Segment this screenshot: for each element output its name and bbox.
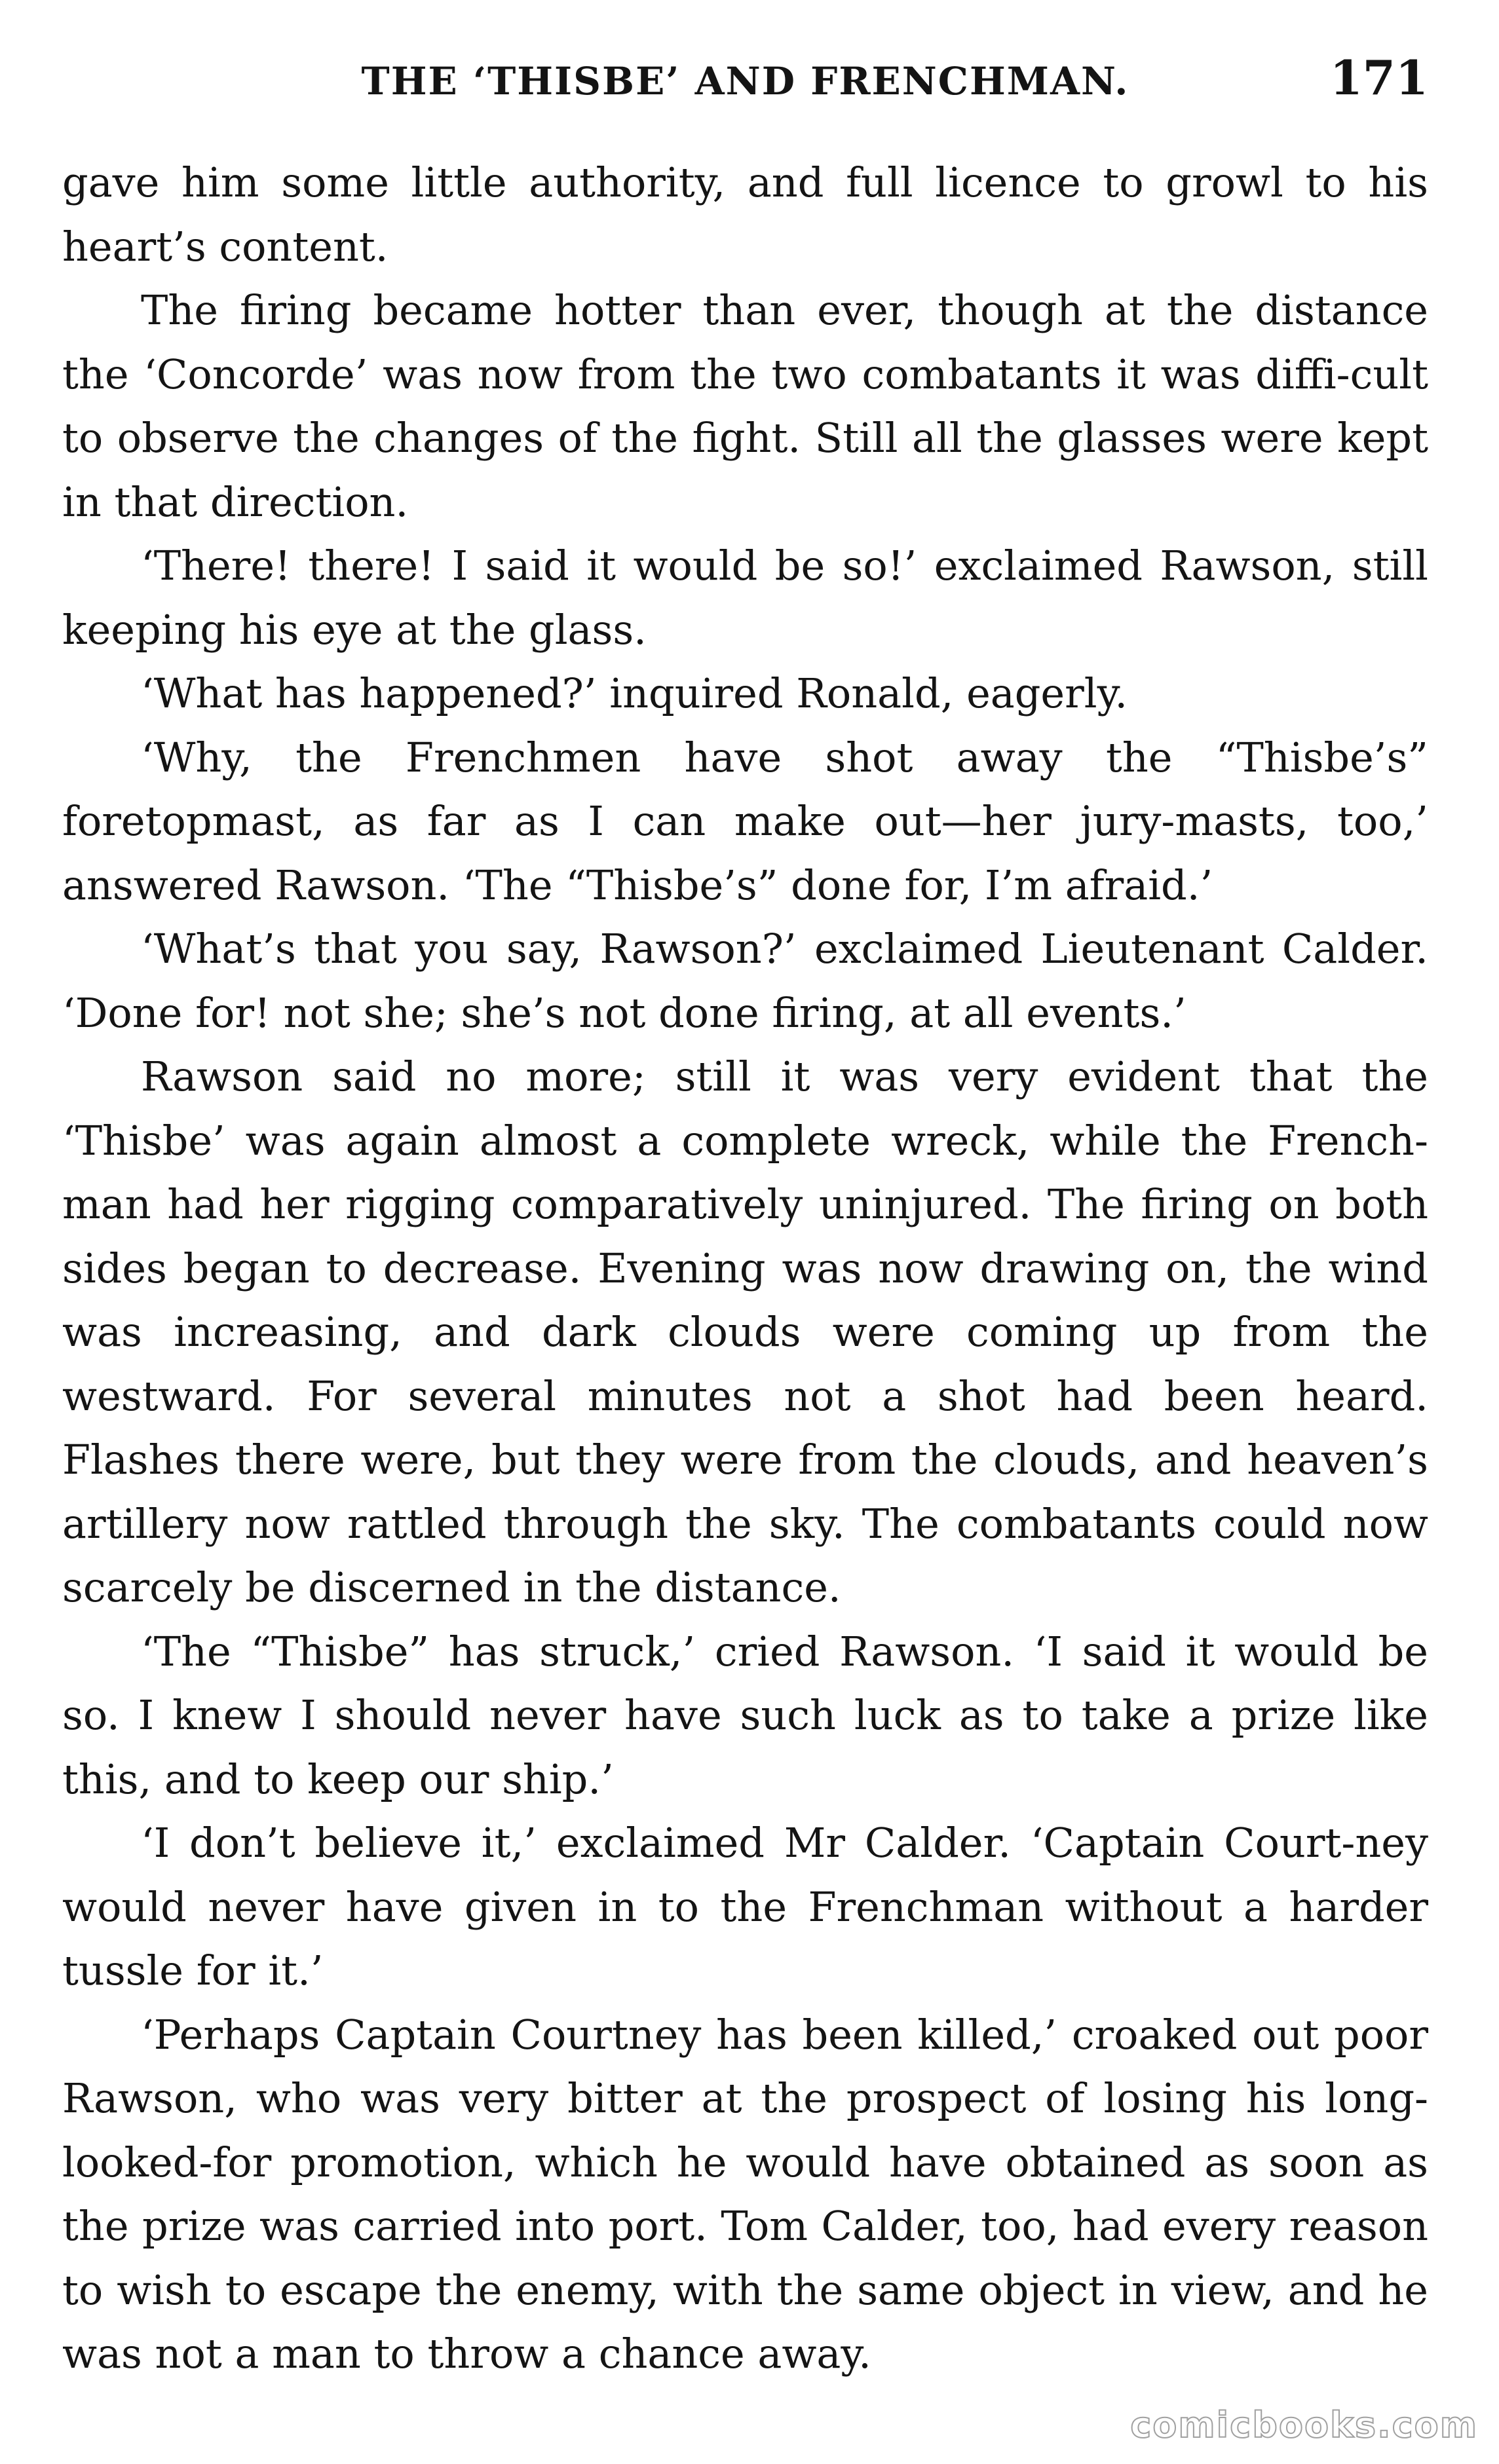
body-text [62,151,1428,2386]
paragraph: Rawson said no more; still it was very evident that the ‘Thisbe’ was again almost a complete wreck, while the French-man had her rigging comparatively uninjured. The firing on both sides began to decrease. Evening was now drawing on, the wind was increasing, and dark clouds were coming up from the westward. For several minutes not a shot had been heard. Flashes there were, but they were from the clouds, and heaven’s artillery now rattled through the sky. The combatants could now scarcely be discerned in the distance. [62,1053,1428,1611]
paragraph: ‘There! there! I said it would be so!’ exclaimed Rawson, still keeping his eye at the glass. [62,542,1428,654]
paragraph: ‘What’s that you say, Rawson?’ exclaimed Lieutenant Calder. ‘Done for! not she; she’s not done firing, at all events.’ [62,925,1428,1037]
paragraph: ‘Why, the Frenchmen have shot away the “Thisbe’s” foretopmast, as far as I can make out—her jury-masts, too,’ answered Rawson. ‘The “Thisbe’s” done for, I’m afraid.’ [62,733,1428,909]
paragraph-continued: gave him some little authority, and full licence to growl to his heart’s content. [62,159,1428,271]
running-head [62,46,1428,124]
paragraph: ‘The “Thisbe” has struck,’ cried Rawson. ‘I said it would be so. I knew I should never have such luck as to take a prize like this, and to keep our ship.’ [62,1627,1428,1803]
watermark: comicbooks.com [1130,2404,1478,2446]
paragraph: The firing became hotter than ever, though at the distance the ‘Concorde’ was now from the two combatants it was diffi-cult to observe the changes of the fight. Still all the glasses were kept in that direction. [62,286,1428,526]
book-page [62,46,1428,2417]
paragraph: ‘Perhaps Captain Courtney has been killed,’ croaked out poor Rawson, who was very bitter at the prospect of losing his long-looked-for promotion, which he would have obtained as soon as the prize was carried into port. Tom Calder, too, had every reason to wish to escape the enemy, with the same object in view, and he was not a man to throw a chance away. [62,2010,1428,2378]
paragraph: ‘I don’t believe it,’ exclaimed Mr Calder. ‘Captain Court-ney would never have given in to the Frenchman without a harder tussle for it.’ [62,1819,1428,1994]
paragraph: ‘What has happened?’ inquired Ronald, eagerly. [141,669,1128,717]
running-title: THE ‘THISBE’ AND FRENCHMAN. [361,59,1129,103]
page-number: 171 [1329,50,1428,105]
